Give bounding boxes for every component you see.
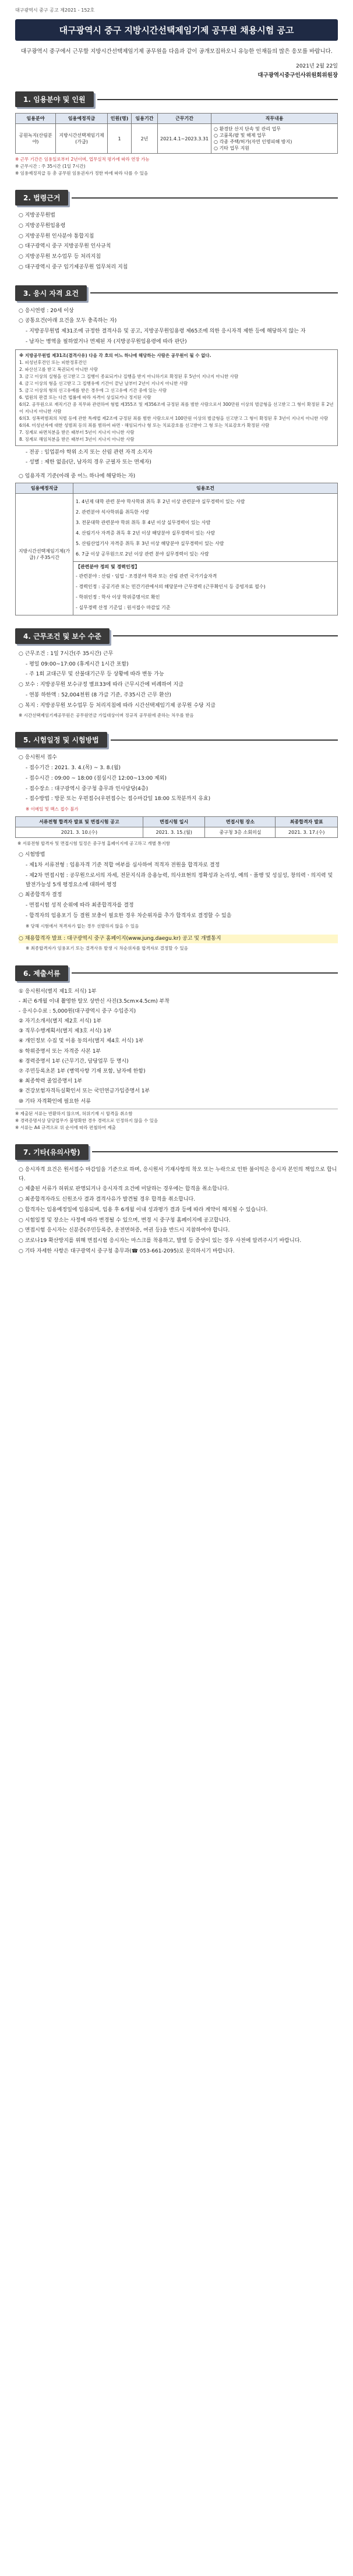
cell-count: 1 [108, 124, 132, 154]
section-4-header [15, 628, 338, 644]
th-sched: 최종합격자 발표 [276, 817, 338, 827]
duty-item: ○ 고품목/팔 및 해제 업무 [214, 133, 266, 139]
disq-item: 4. 금고 이상의 형을 선고받고 그 집행유예 기간이 끝난 날부터 2년이 지나지 아니한 사람 [19, 380, 188, 386]
qual-note-cell [73, 561, 338, 615]
duty-item: ○ 환경단 산지 단속 및 관리 업무 [214, 126, 281, 132]
notice-title: 대구광역시 중구 지방시간선택제임기제 공무원 채용시험 공고 [15, 19, 338, 41]
doc-item: ⑧ 최종학력 졸업증명서 1부 [19, 1078, 83, 1085]
qual-grade-cell: 지방시간선택제임기제(가급) / 주35시간 [16, 493, 73, 615]
section-divider [72, 972, 338, 974]
doc-note: ※ 제출된 서류는 반환하지 않으며, 허위기재 시 합격을 취소함 [15, 1110, 133, 1116]
application-info [15, 753, 338, 813]
apply-item: - 접수방법 : 방문 또는 우편접수(우편접수는 접수마감일 18:00 도착분까지 유효) [26, 796, 211, 802]
section-divider [113, 635, 338, 636]
law-list [15, 211, 338, 273]
method-item: - 제1차 서류전형 : 임용자격 기준 적합 여부를 심사하여 적격자 전원을 합격자로 결정 [26, 862, 220, 869]
disq-item: 1. 피성년후견인 또는 피한정후견인 [19, 359, 87, 365]
section-1-title: 1. 임용분야 및 인원 [15, 91, 94, 107]
method-item: - 제2차 면접시험 : 공무원으로서의 자세, 전문지식과 응용능력, 의사표현의 정확성과 논리성, 예의ㆍ품행 및 성실성, 창의력ㆍ의지력 및 발전가능성 5개 평정요소에 대하여 평정 [26, 872, 333, 888]
result-announcement: ○ 채용합격자 발표 : 대구광역시 중구 홈페이지(www.jung.daegu.kr) 공고 및 개별통지 [19, 935, 338, 944]
doc-item: ① 응시원서(별지 제1호 서식) 1부 [19, 988, 97, 995]
sched-cell: 중구청 3층 소회의실 [205, 827, 276, 838]
section-3-title: 3. 응시 자격 요건 [15, 285, 87, 301]
apply-item: - 접수시간 : 09:00 ~ 18:00 (점심시간 12:00~13:00 제외) [26, 775, 167, 781]
caution-item: ○ 기타 자세한 사항은 대구광역시 중구청 총무과(☎ 053-661-2095)로 문의하시기 바랍니다. [19, 1248, 235, 1254]
notice-list [15, 1166, 338, 1257]
schedule-table [15, 816, 338, 838]
th-period: 임용기간 [132, 114, 158, 124]
doc-item: ⑨ 건강보험자격득실확인서 또는 국민연금가입증명서 1부 [19, 1088, 150, 1095]
caution-item: ○ 시험일정 및 장소는 사정에 따라 변경될 수 있으며, 변경 시 중구청 홈페이지에 공고합니다. [19, 1217, 231, 1223]
result-note: ※ 최종합격자가 임용포기 또는 결격사유 발생 시 차순위자를 합격자로 결정할 수 있음 [26, 946, 188, 951]
section-2-title: 2. 법령근거 [15, 190, 68, 206]
duty-item: ○ 각종 주택/허가(자연 인명피해 방지) [214, 139, 292, 145]
th-grade: 임용예정직급 [56, 114, 108, 124]
th-count: 인원(명) [108, 114, 132, 124]
qual-note-title: 【관련분야 정의 및 경력인정】 [76, 564, 140, 569]
disq-item: 7. 징계로 파면처분을 받은 때부터 5년이 지나지 아니한 사람 [19, 429, 135, 435]
common-req: ○ 공통요건(아래 요건을 모두 충족하는 자) [19, 318, 117, 324]
method-item: ○ 최종합격자 결정 [19, 892, 62, 898]
qual-note: - 경력인정 : 공공기관 또는 민간기관에서의 해당분야 근무경력 (근무확인서 등 증빙자료 필수) [76, 583, 266, 589]
doc-item: ⑩ 기타 자격확인에 필요한 서류 [19, 1098, 91, 1105]
th-duties: 직무내용 [211, 114, 338, 124]
th-hours: 근무기간 [158, 114, 211, 124]
qual-cond: 5. 산림산업기사 자격증 취득 후 3년 이상 해당분야 실무경력이 있는 사람 [76, 540, 224, 546]
doc-item: ⑦ 주민등록초본 1부 (병역사항 기재 포함, 남자에 한함) [19, 1068, 146, 1075]
sched-cell: 2021. 3. 17.(수) [276, 827, 338, 838]
qual-cond-cell [73, 493, 338, 561]
work-conditions [15, 650, 338, 720]
qualification-table [15, 483, 338, 615]
disq-item: 5. 금고 이상의 형의 선고유예를 받은 경우에 그 선고유예 기간 중에 있는 사람 [19, 387, 167, 393]
qual-cond: 1. 4년제 대학 관련 분야 학사학위 취득 후 2년 이상 관련분야 실무경력이 있는 사람 [76, 498, 245, 504]
disq-item: 6의4. 미성년자에 대한 성범죄 등의 죄를 범하여 파면ㆍ해임되거나 형 또는 치료감호를 선고받아 그 형 또는 치료감호가 확정된 사람 [19, 422, 270, 428]
doc-item: - 최근 6개월 이내 촬영한 탈모 상반신 사진(3.5cm×4.5cm) 부착 [19, 998, 170, 1004]
section-divider [72, 197, 338, 199]
common-req-item: - 지방공무원법 제31조에 규정한 결격사유 및 공고, 지방공무원임용령 제65조에 의한 응시자격 제한 등에 해당하지 않는 자 [26, 328, 306, 335]
cell-period: 2년 [132, 124, 158, 154]
method-item: ○ 시험방법 [19, 852, 45, 858]
work-item: ○ 근무조건 : 1일 7시간(주 35시간) 근무 [19, 650, 114, 657]
doc-note: ※ 경력증명서상 담당업무가 불명확한 경우 경력으로 인정하지 않을 수 있음 [15, 1117, 158, 1123]
section-6-title: 6. 제출서류 [15, 965, 68, 981]
cell-hours: 2021.4.1~2023.3.31 [158, 124, 211, 154]
doc-item: - 응시수수료 : 5,000원(대구광역시 중구 수입증지) [19, 1008, 136, 1014]
disq-item: 6의2. 공무원으로 재직기간 중 직무와 관련하여 형법 제355조 및 제356조에 규정된 죄를 범한 사람으로서 300만원 이상의 벌금형을 선고받고 그 형이 확정된 후 2년이 지나지 아니한 사람 [19, 401, 334, 414]
disq-item: 6의3. 성폭력범죄의 처벌 등에 관한 특례법 제2조에 규정된 죄를 범한 사람으로서 100만원 이상의 벌금형을 선고받고 그 형이 확정된 후 3년이 지나지 아니한 사람 [19, 415, 329, 421]
notice-number: 대구광역시 중구 공고 제2021 - 152호 [15, 8, 95, 13]
disq-item: 2. 파산선고를 받고 복권되지 아니한 사람 [19, 366, 98, 372]
notice-org: 대구광역시중구인사위원회위원장 [257, 72, 338, 79]
qual-cond: 3. 전문대학 관련분야 학위 취득 후 4년 이상 실무경력이 있는 사람 [76, 519, 211, 525]
apply-item: - 접수장소 : 대구광역시 중구청 총무과 인사담당(4층) [26, 785, 149, 792]
doc-item: ② 자기소개서(별지 제2호 서식) 1부 [19, 1018, 102, 1025]
section-2-header [15, 190, 338, 206]
section-5-title: 5. 시험일정 및 시험방법 [15, 732, 107, 748]
work-item: - 주 1회 교대근무 및 산불대기근무 등 상황에 따라 변동 가능 [26, 671, 164, 678]
section-6-header [15, 965, 338, 981]
qual-cond: 4. 산림기사 자격증 취득 후 2년 이상 해당분야 실무경력이 있는 사람 [76, 530, 216, 536]
section-divider [92, 1151, 338, 1152]
caution-item: ○ 합격자는 임용예정일에 임용되며, 임용 후 6개월 이내 성과평가 결과 등에 따라 계약이 해지될 수 있습니다. [19, 1206, 268, 1213]
cell-grade: 지방시간선택제임기제(가급) [56, 124, 108, 154]
section-1-header [15, 91, 338, 107]
work-item: ○ 복지 : 지방공무원 보수업무 등 처리지침에 따라 시간선택제임기제 공무원 수당 지급 [19, 702, 216, 709]
th-qual-grade: 임용예정직급 [16, 483, 73, 493]
disq-title: ※ 지방공무원법 제31조(결격사유) 다음 각 호의 어느 하나에 해당하는 사람은 공무원이 될 수 없다. [19, 352, 211, 358]
sec1-note: ※ 임용예정직급 등 총 공무원 임용권자가 정한 바에 따라 다를 수 있음 [15, 171, 149, 176]
sec1-note: ※ 근무 기간은 임용일로부터 2년이며, 업무실적 평가에 따라 연장 가능 [15, 157, 150, 162]
doc-item: ⑥ 경력증명서 1부 (근무기간, 담당업무 등 명시) [19, 1058, 129, 1064]
disq-item: 6. 법원의 판결 또는 다른 법률에 따라 자격이 상실되거나 정지된 사람 [19, 394, 151, 400]
qual-note: - 실무경력 산정 기준일 : 원서접수 마감일 기준 [76, 604, 171, 610]
major-req: - 전공 : 임업분야 학위 소지 또는 산림 관련 자격 소지자 [26, 449, 153, 455]
qual-cond: 6. 7급 이상 공무원으로 2년 이상 관련 분야 실무경력이 있는 사람 [76, 551, 209, 557]
apply-item: ○ 응시원서 접수 [19, 755, 57, 761]
law-item: ○ 지방공무원 인사분야 통합지침 [19, 233, 94, 239]
disq-item: 8. 징계로 해임처분을 받은 때부터 3년이 지나지 아니한 사람 [19, 436, 135, 442]
caution-item: ○ 제출된 서류가 허위로 판명되거나 응시자격 요건에 미달하는 경우에는 합격을 취소합니다. [19, 1186, 230, 1193]
law-item: ○ 지방공무원 보수업무 등 처리지침 [19, 254, 101, 260]
disq-item: 3. 금고 이상의 실형을 선고받고 그 집행이 종료되거나 집행을 받지 아니하기로 확정된 후 5년이 지나지 아니한 사람 [19, 373, 239, 379]
method-item: ※ 당해 시험에서 적격자가 없는 경우 선발하지 않을 수 있음 [26, 923, 139, 929]
common-req-item: - 남자는 병역을 필하였거나 면제된 자 (지방공무원임용령에 따라 판단) [26, 338, 187, 345]
section-4-title: 4. 근무조건 및 보수 수준 [15, 628, 110, 644]
cell-duties [211, 124, 338, 154]
recruit-table [15, 113, 338, 154]
qual-cond: 2. 관련분야 석사학위를 취득한 사람 [76, 509, 149, 515]
qual-note: - 학위인정 : 학사 이상 학위증명서로 확인 [76, 594, 160, 600]
caution-item: ○ 면접시험 응시자는 신분증(주민등록증, 운전면허증, 여권 등)을 반드시 지참하여야 합니다. [19, 1227, 230, 1234]
section-divider [97, 99, 338, 100]
sec1-note: ※ 근무시간 : 주 35시간 (1일 7시간) [15, 164, 86, 169]
work-item: ○ 보수 : 지방공무원 보수규정 별표33에 따라 근무시간에 비례하여 지급 [19, 682, 183, 688]
documents-notes [15, 1109, 338, 1131]
work-item: - 평일 09:00~17:00 (휴게시간 1시간 포함) [26, 661, 129, 667]
caution-item: ○ 코로나19 확산방지를 위해 면접시험 응시자는 마스크를 착용하고, 발열 등 증상이 있는 경우 사전에 알려주시기 바랍니다. [19, 1238, 302, 1244]
section-5-header [15, 732, 338, 748]
method-item: - 합격자의 임용포기 등 결원 보충이 필요한 경우 차순위자를 추가 합격자로 결정할 수 있음 [26, 912, 232, 919]
sched-cell: 2021. 3. 15.(월) [143, 827, 205, 838]
work-item: ※ 시간선택제임기제공무원은 공무원연금 가입대상이며 정규직 공무원에 준하는 처우를 받음 [19, 713, 194, 719]
apply-item: ※ 이메일 및 팩스 접수 불가 [26, 806, 79, 812]
law-item: ○ 대구광역시 중구 임기제공무원 업무처리 지침 [19, 264, 128, 270]
intro-text: 대구광역시 중구에서 근무할 지방시간선택제임기제 공무원을 다음과 같이 공개모집하오니 유능한 인재들의 많은 응모를 바랍니다. [21, 48, 333, 55]
schedule-note: ※ 서류전형 합격자 및 면접시험 일정은 중구청 홈페이지에 공고하고 개별 통지함 [17, 841, 170, 847]
qual-note: - 관련분야 : 산림ㆍ임업ㆍ조경분야 학과 또는 산림 관련 국가기술자격 [76, 573, 217, 579]
sec1-notes [15, 156, 338, 177]
disqualification-box [15, 349, 338, 446]
doc-note: ※ 서류는 A4 규격으로 위 순서에 따라 편철하여 제출 [15, 1124, 116, 1130]
method-item: - 면접시험 성적 순위에 따라 최종합격자를 결정 [26, 903, 134, 909]
exam-method [15, 851, 338, 929]
th-sched: 서류전형 합격자 발표 및 면접시험 공고 [16, 817, 143, 827]
section-7-header [15, 1144, 338, 1160]
sched-cell: 2021. 3. 10.(수) [16, 827, 143, 838]
caution-item: ○ 최종합격자라도 신원조사 결과 결격사유가 발견될 경우 합격을 취소합니다. [19, 1197, 196, 1203]
th-field: 임용분야 [16, 114, 56, 124]
doc-item: ⑤ 학위증명서 또는 자격증 사본 1부 [19, 1048, 101, 1055]
cell-field: 공원녹지(산림분야) [16, 124, 56, 154]
caution-item: ○ 응시자격 요건은 원서접수 마감일을 기준으로 하며, 응시원서 기재사항의 착오 또는 누락으로 인한 불이익은 응시자 본인의 책임으로 합니다. [19, 1166, 337, 1182]
section-divider [111, 739, 338, 741]
duty-item: ○ 기타 업무 지원 [214, 146, 250, 151]
doc-item: ④ 개인정보 수집 및 이용 동의서(별지 제4호 서식) 1부 [19, 1038, 144, 1045]
gender-req: - 성별 : 제한 없음(단, 남자의 경우 군필자 또는 면제자) [26, 459, 151, 466]
law-item: ○ 지방공무원법 [19, 213, 55, 219]
documents-list [15, 987, 338, 1106]
work-item: - 연봉 하한액 : 52,004천원 (8 가급 기준, 주35시간 근무 환산) [26, 692, 171, 698]
law-item: ○ 지방공무원임용령 [19, 222, 66, 229]
notice-date: 2021년 2월 22일 [296, 63, 338, 70]
th-qual-cond: 임용조건 [73, 483, 338, 493]
law-item: ○ 대구광역시 중구 지방공무원 인사규칙 [19, 243, 111, 250]
section-3-header [15, 285, 338, 301]
doc-item: ③ 직무수행계획서(별지 제3호 서식) 1부 [19, 1028, 112, 1035]
th-sched: 면접시험 일시 [143, 817, 205, 827]
section-divider [90, 292, 338, 293]
apply-item: - 접수기간 : 2021. 3. 4.(목) ~ 3. 8.(월) [26, 765, 121, 772]
age-req: ○ 응시연령 : 20세 이상 [19, 307, 74, 314]
th-sched: 면접시험 장소 [205, 817, 276, 827]
qual-table-title: ○ 임용자격 기준(아래 중 어느 하나에 해당하는 자) [19, 473, 136, 480]
section-7-title: 7. 기타(유의사항) [15, 1144, 89, 1160]
